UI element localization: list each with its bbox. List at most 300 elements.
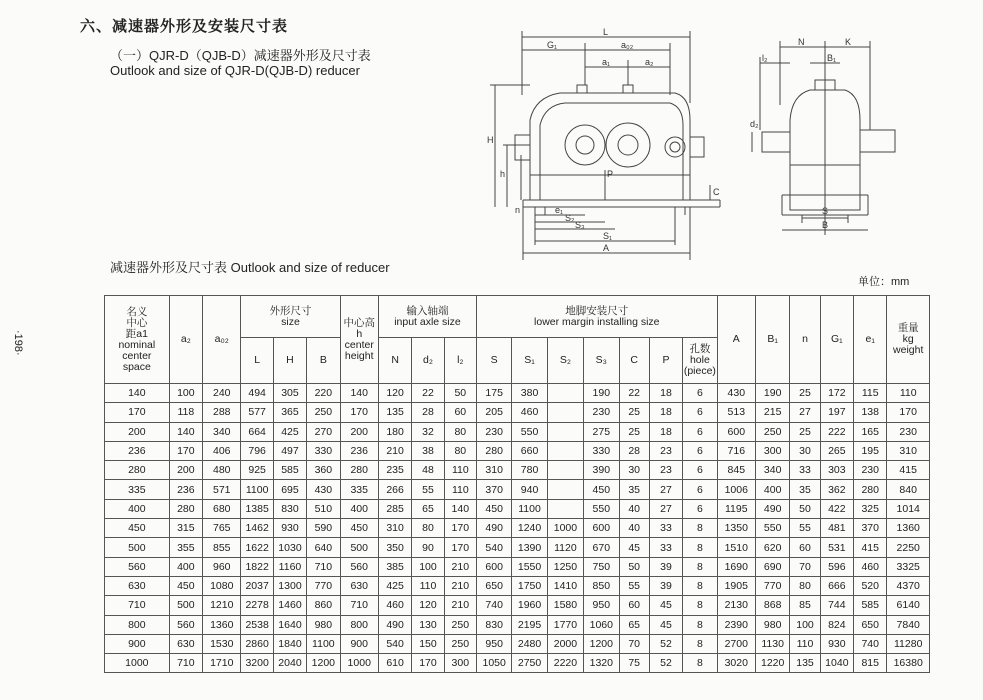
table-cell: 55	[412, 480, 444, 499]
table-cell: 25	[619, 422, 649, 441]
table-cell: 1510	[717, 538, 755, 557]
table-cell: 45	[649, 615, 682, 634]
table-cell: 210	[444, 557, 476, 576]
label-l2: l₂	[762, 53, 768, 63]
table-cell: 250	[307, 403, 340, 422]
table-cell: 1000	[547, 519, 583, 538]
table-cell: 360	[307, 461, 340, 480]
table-cell: 11280	[887, 634, 930, 653]
table-cell: 38	[412, 441, 444, 460]
table-cell: 497	[273, 441, 306, 460]
table-cell: 65	[412, 499, 444, 518]
table-cell: 280	[169, 499, 202, 518]
table-cell: 1000	[340, 654, 378, 673]
table-cell: 1580	[547, 596, 583, 615]
table-cell: 315	[169, 519, 202, 538]
table-cell: 650	[854, 615, 887, 634]
table-cell: 150	[412, 634, 444, 653]
table-cell	[547, 384, 583, 403]
table-cell: 710	[340, 596, 378, 615]
table-cell: 1080	[203, 576, 241, 595]
header-S: S	[476, 338, 511, 384]
table-cell: 335	[340, 480, 378, 499]
table-cell: 571	[203, 480, 241, 499]
table-cell: 220	[307, 384, 340, 403]
table-cell: 140	[169, 422, 202, 441]
table-cell: 490	[378, 615, 411, 634]
table-cell: 925	[241, 461, 273, 480]
table-cell: 6	[683, 384, 717, 403]
header-holes: 孔数 hole (piece)	[683, 338, 717, 384]
table-cell: 385	[378, 557, 411, 576]
table-cell: 55	[790, 519, 820, 538]
label-d2: d₂	[750, 119, 759, 129]
table-cell: 23	[649, 461, 682, 480]
table-cell: 170	[105, 403, 170, 422]
table-cell: 500	[105, 538, 170, 557]
table-row	[105, 384, 930, 403]
label-B1: B₁	[827, 53, 837, 63]
table-cell: 415	[854, 538, 887, 557]
table-cell: 585	[273, 461, 306, 480]
table-cell: 960	[203, 557, 241, 576]
header-a02: a₀₂	[203, 296, 241, 384]
table-cell: 460	[378, 596, 411, 615]
table-cell: 35	[619, 480, 649, 499]
label-S: S	[822, 206, 829, 216]
table-cell: 18	[649, 384, 682, 403]
table-cell: 800	[105, 615, 170, 634]
table-cell: 16380	[887, 654, 930, 673]
table-cell: 520	[854, 576, 887, 595]
table-cell: 60	[444, 403, 476, 422]
table-cell: 170	[887, 403, 930, 422]
header-S1: S₁	[512, 338, 547, 384]
table-cell: 55	[619, 576, 649, 595]
table-cell: 6140	[887, 596, 930, 615]
table-cell: 35	[790, 480, 820, 499]
label-e1: e₁	[555, 205, 564, 215]
table-cell: 1750	[512, 576, 547, 595]
table-cell: 830	[476, 615, 511, 634]
table-row	[105, 596, 930, 615]
table-cell: 1460	[273, 596, 306, 615]
table-cell: 490	[755, 499, 789, 518]
table-cell: 310	[476, 461, 511, 480]
table-cell: 22	[619, 384, 649, 403]
table-cell: 600	[584, 519, 619, 538]
table-cell: 80	[444, 422, 476, 441]
table-cell: 840	[887, 480, 930, 499]
table-cell: 585	[854, 596, 887, 615]
label-L: L	[603, 27, 609, 37]
header-L: L	[241, 338, 273, 384]
table-cell: 780	[512, 461, 547, 480]
table-cell: 240	[203, 384, 241, 403]
header-a2: a₂	[169, 296, 202, 384]
table-cell: 350	[378, 538, 411, 557]
table-cell: 600	[717, 422, 755, 441]
table-row	[105, 499, 930, 518]
table-cell: 110	[412, 576, 444, 595]
table-cell: 450	[105, 519, 170, 538]
table-cell: 2750	[512, 654, 547, 673]
table-cell: 1240	[512, 519, 547, 538]
table-cell	[547, 461, 583, 480]
table-cell: 3325	[887, 557, 930, 576]
table-cell: 39	[649, 557, 682, 576]
table-cell: 190	[584, 384, 619, 403]
table-cell: 130	[412, 615, 444, 634]
table-cell: 280	[340, 461, 378, 480]
table-row	[105, 634, 930, 653]
table-cell: 197	[820, 403, 853, 422]
table-cell: 40	[619, 499, 649, 518]
header-weight: 重量 kg weight	[887, 296, 930, 384]
table-cell: 390	[584, 461, 619, 480]
label-H: H	[487, 135, 494, 145]
table-cell: 236	[340, 441, 378, 460]
table-cell: 2390	[717, 615, 755, 634]
table-cell: 740	[854, 634, 887, 653]
table-cell: 740	[476, 596, 511, 615]
table-cell: 900	[105, 634, 170, 653]
table-cell: 770	[755, 576, 789, 595]
table-cell: 1320	[584, 654, 619, 673]
table-body	[105, 384, 930, 673]
table-cell: 1100	[241, 480, 273, 499]
table-cell: 25	[790, 384, 820, 403]
table-cell: 305	[273, 384, 306, 403]
table-cell: 3020	[717, 654, 755, 673]
table-cell: 85	[790, 596, 820, 615]
table-cell: 110	[444, 461, 476, 480]
table-cell: 550	[755, 519, 789, 538]
label-a1: a₁	[602, 57, 611, 67]
table-cell: 50	[444, 384, 476, 403]
table-cell: 630	[169, 634, 202, 653]
table-cell: 118	[169, 403, 202, 422]
table-cell: 27	[649, 499, 682, 518]
table-cell: 540	[378, 634, 411, 653]
table-cell: 425	[378, 576, 411, 595]
reducer-size-table	[104, 295, 930, 673]
table-cell: 1710	[203, 654, 241, 673]
table-cell: 80	[412, 519, 444, 538]
table-cell: 22	[412, 384, 444, 403]
table-cell: 1640	[273, 615, 306, 634]
table-cell: 235	[378, 461, 411, 480]
table-cell	[547, 441, 583, 460]
table-cell: 450	[584, 480, 619, 499]
table-cell: 1014	[887, 499, 930, 518]
table-cell: 190	[755, 384, 789, 403]
table-cell: 1100	[307, 634, 340, 653]
label-A: A	[603, 243, 610, 253]
table-cell: 1100	[512, 499, 547, 518]
table-cell: 750	[584, 557, 619, 576]
table-cell: 303	[820, 461, 853, 480]
table-row	[105, 557, 930, 576]
table-cell: 1130	[755, 634, 789, 653]
table-cell: 510	[307, 499, 340, 518]
table-cell: 950	[476, 634, 511, 653]
label-N: N	[798, 37, 805, 47]
table-cell: 310	[887, 441, 930, 460]
table-cell: 280	[105, 461, 170, 480]
table-cell: 140	[444, 499, 476, 518]
table-cell: 1360	[887, 519, 930, 538]
table-cell: 2220	[547, 654, 583, 673]
table-cell: 400	[169, 557, 202, 576]
table-cell: 200	[105, 422, 170, 441]
table-cell: 815	[854, 654, 887, 673]
table-cell: 680	[203, 499, 241, 518]
table-cell: 860	[307, 596, 340, 615]
table-cell: 7840	[887, 615, 930, 634]
table-cell: 170	[169, 441, 202, 460]
table-cell: 32	[412, 422, 444, 441]
table-cell: 230	[887, 422, 930, 441]
table-cell: 1905	[717, 576, 755, 595]
table-cell: 362	[820, 480, 853, 499]
table-cell: 33	[649, 519, 682, 538]
table-cell: 1350	[717, 519, 755, 538]
table-cell: 310	[378, 519, 411, 538]
table-cell: 1300	[273, 576, 306, 595]
table-cell: 80	[790, 576, 820, 595]
table-cell: 8	[683, 596, 717, 615]
table-cell: 230	[584, 403, 619, 422]
table-cell: 540	[476, 538, 511, 557]
table-cell: 481	[820, 519, 853, 538]
label-B: B	[822, 220, 829, 230]
table-cell: 900	[340, 634, 378, 653]
table-cell: 940	[512, 480, 547, 499]
table-cell: 800	[340, 615, 378, 634]
table-cell: 765	[203, 519, 241, 538]
table-cell	[547, 499, 583, 518]
table-cell: 120	[378, 384, 411, 403]
table-cell: 39	[649, 576, 682, 595]
table-cell: 2037	[241, 576, 273, 595]
table-cell: 400	[340, 499, 378, 518]
table-cell: 30	[790, 441, 820, 460]
table-cell: 1960	[512, 596, 547, 615]
table-cell: 270	[307, 422, 340, 441]
table-cell: 650	[476, 576, 511, 595]
table-cell: 868	[755, 596, 789, 615]
table-cell: 285	[378, 499, 411, 518]
table-cell: 796	[241, 441, 273, 460]
table-cell: 406	[203, 441, 241, 460]
table-cell: 135	[378, 403, 411, 422]
table-row	[105, 403, 930, 422]
table-cell: 630	[105, 576, 170, 595]
header-B: B	[307, 338, 340, 384]
table-cell: 710	[169, 654, 202, 673]
table-caption: 减速器外形及尺寸表 Outlook and size of reducer	[110, 260, 390, 275]
table-cell: 140	[340, 384, 378, 403]
table-cell: 65	[619, 615, 649, 634]
label-S2: S₂	[565, 213, 575, 223]
table-row	[105, 538, 930, 557]
table-cell: 236	[169, 480, 202, 499]
table-cell: 4370	[887, 576, 930, 595]
label-n: n	[515, 205, 521, 215]
table-cell: 8	[683, 576, 717, 595]
table-cell: 90	[412, 538, 444, 557]
table-cell: 370	[854, 519, 887, 538]
table-cell: 744	[820, 596, 853, 615]
table-cell: 550	[584, 499, 619, 518]
table-cell: 28	[619, 441, 649, 460]
table-cell: 335	[105, 480, 170, 499]
table-cell: 30	[619, 461, 649, 480]
table-cell: 75	[619, 654, 649, 673]
table-cell: 18	[649, 403, 682, 422]
table-cell: 6	[683, 499, 717, 518]
table-cell: 230	[476, 422, 511, 441]
table-cell: 710	[105, 596, 170, 615]
table-cell: 620	[755, 538, 789, 557]
table-cell: 236	[105, 441, 170, 460]
table-cell: 430	[307, 480, 340, 499]
table-cell	[547, 422, 583, 441]
table-cell: 330	[307, 441, 340, 460]
table-cell: 531	[820, 538, 853, 557]
table-cell: 200	[340, 422, 378, 441]
label-G1: G₁	[547, 40, 558, 50]
table-cell: 1462	[241, 519, 273, 538]
table-cell: 596	[820, 557, 853, 576]
table-cell: 400	[755, 480, 789, 499]
table-cell: 490	[476, 519, 511, 538]
table-cell: 138	[854, 403, 887, 422]
table-cell: 1410	[547, 576, 583, 595]
table-cell: 50	[619, 557, 649, 576]
table-cell: 70	[619, 634, 649, 653]
table-cell: 830	[273, 499, 306, 518]
table-cell: 45	[649, 596, 682, 615]
table-cell: 1210	[203, 596, 241, 615]
table-cell: 930	[820, 634, 853, 653]
table-cell: 1006	[717, 480, 755, 499]
table-cell: 28	[412, 403, 444, 422]
header-input-group: 输入轴端 input axle size	[378, 296, 476, 338]
table-cell: 2130	[717, 596, 755, 615]
table-cell: 115	[854, 384, 887, 403]
table-cell: 52	[649, 634, 682, 653]
table-cell: 25	[619, 403, 649, 422]
table-cell: 1250	[547, 557, 583, 576]
table-cell: 60	[619, 596, 649, 615]
table-cell: 695	[273, 480, 306, 499]
side-view-drawing	[750, 35, 915, 245]
header-nominal-center: 名义 中心 距a1 nominal center space	[105, 296, 170, 384]
table-row	[105, 422, 930, 441]
table-row	[105, 461, 930, 480]
table-cell: 2480	[512, 634, 547, 653]
header-e1: e₁	[854, 296, 887, 384]
header-d2: d₂	[412, 338, 444, 384]
table-cell: 600	[476, 557, 511, 576]
table-cell: 180	[378, 422, 411, 441]
table-cell: 1120	[547, 538, 583, 557]
table-row	[105, 615, 930, 634]
table-cell: 288	[203, 403, 241, 422]
table-cell: 400	[105, 499, 170, 518]
table-cell: 660	[512, 441, 547, 460]
table-cell: 205	[476, 403, 511, 422]
table-cell: 8	[683, 634, 717, 653]
header-B1: B₁	[755, 296, 789, 384]
table-cell: 500	[340, 538, 378, 557]
table-cell: 1822	[241, 557, 273, 576]
table-row	[105, 480, 930, 499]
table-cell: 48	[412, 461, 444, 480]
subtitle-en: Outlook and size of QJR-D(QJB-D) reducer	[110, 63, 360, 78]
table-cell: 845	[717, 461, 755, 480]
header-P: P	[649, 338, 682, 384]
section-title: 六、减速器外形及安装尺寸表	[80, 18, 289, 35]
table-cell: 100	[790, 615, 820, 634]
table-cell: 280	[854, 480, 887, 499]
table-cell: 1690	[717, 557, 755, 576]
table-cell: 1050	[476, 654, 511, 673]
table-cell: 1390	[512, 538, 547, 557]
table-cell: 560	[340, 557, 378, 576]
table-row	[105, 654, 930, 673]
table-cell: 172	[820, 384, 853, 403]
table-cell: 480	[203, 461, 241, 480]
table-cell: 23	[649, 441, 682, 460]
label-K: K	[845, 37, 852, 47]
table-cell: 1200	[307, 654, 340, 673]
table-cell: 850	[584, 576, 619, 595]
header-size-group: 外形尺寸 size	[241, 296, 340, 338]
table-cell: 170	[412, 654, 444, 673]
table-cell: 195	[854, 441, 887, 460]
label-h: h	[500, 169, 506, 179]
table-cell: 2278	[241, 596, 273, 615]
table-cell: 716	[717, 441, 755, 460]
table-cell: 590	[307, 519, 340, 538]
table-cell: 1060	[584, 615, 619, 634]
table-cell: 6	[683, 403, 717, 422]
table-cell: 2538	[241, 615, 273, 634]
table-cell: 27	[649, 480, 682, 499]
table-cell: 8	[683, 615, 717, 634]
table-cell: 6	[683, 480, 717, 499]
table-cell: 422	[820, 499, 853, 518]
table-cell: 340	[203, 422, 241, 441]
table-cell: 8	[683, 557, 717, 576]
table-cell: 80	[444, 441, 476, 460]
table-cell: 980	[307, 615, 340, 634]
table-cell: 380	[512, 384, 547, 403]
header-n: n	[790, 296, 820, 384]
table-cell: 450	[340, 519, 378, 538]
table-cell: 1840	[273, 634, 306, 653]
header-install-group: 地脚安装尺寸 lower margin installing size	[476, 296, 717, 338]
table-cell: 325	[854, 499, 887, 518]
table-cell: 630	[340, 576, 378, 595]
table-cell: 210	[444, 596, 476, 615]
table-cell: 222	[820, 422, 853, 441]
table-cell: 610	[378, 654, 411, 673]
table-cell: 210	[444, 576, 476, 595]
